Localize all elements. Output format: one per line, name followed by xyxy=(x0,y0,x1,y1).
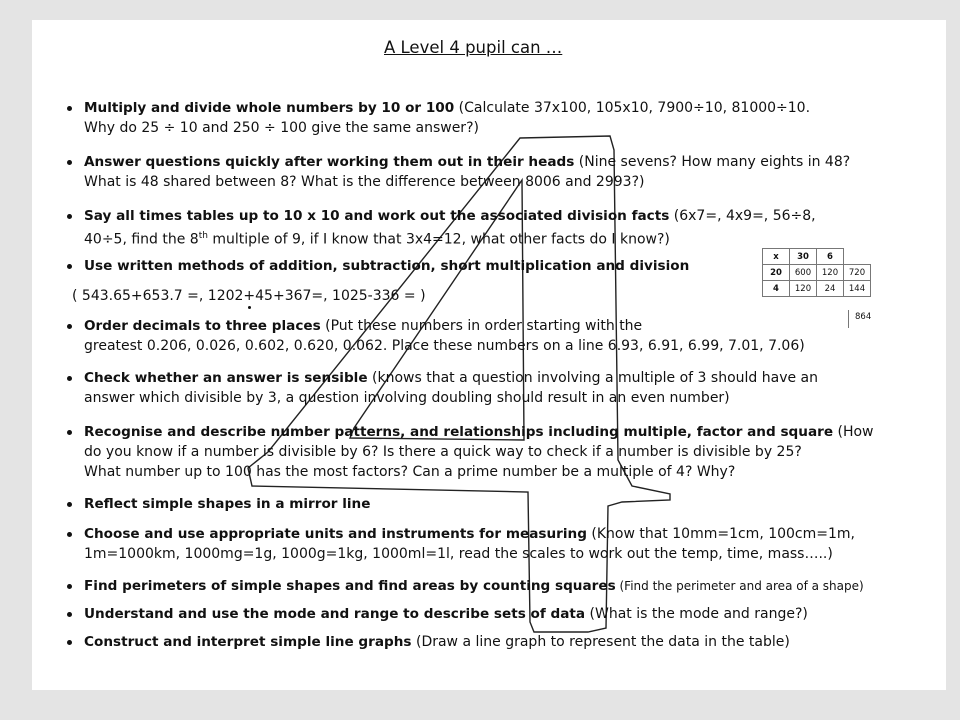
bullet-icon xyxy=(67,376,72,381)
list-item: Use written methods of addition, subtraction, short multiplication and division xyxy=(84,256,689,276)
list-item: Construct and interpret simple line graphs (Draw a line graph to represent the data in the table) xyxy=(84,632,790,652)
grid-cell: 6 xyxy=(817,249,844,265)
bullet-icon xyxy=(67,584,72,589)
list-item: Order decimals to three places (Put these numbers in order starting with the greatest 0.206, 0.026, 0.602, 0.620, 0.062. Place these numbers on a line 6.93, 6.91, 6.99, 7.01, 7.06) xyxy=(84,316,805,356)
list-item: Recognise and describe number patterns, and relationships including multiple, factor and square (How do you know if a number is divisible by 6? Is there a quick way to check if a number is divisible by 25? What number up to 100 has the most factors? Can a prime number be a multiple of 4? Why? xyxy=(84,422,874,482)
grid-cell: 24 xyxy=(817,281,844,297)
grid-cell: 30 xyxy=(790,249,817,265)
bullet-icon xyxy=(67,264,72,269)
list-item: Reflect simple shapes in a mirror line xyxy=(84,494,370,514)
bullet-icon xyxy=(67,106,72,111)
bullet-icon xyxy=(67,612,72,617)
bullet-icon xyxy=(67,502,72,507)
bullet-icon xyxy=(67,214,72,219)
bullet-icon xyxy=(67,160,72,165)
bullet-icon xyxy=(67,532,72,537)
list-item: Find perimeters of simple shapes and find areas by counting squares (Find the perimeter and area of a shape) xyxy=(84,576,864,596)
list-item: Understand and use the mode and range to describe sets of data (What is the mode and range?) xyxy=(84,604,808,624)
list-item: Say all times tables up to 10 x 10 and work out the associated division facts (6x7=, 4x9=, 56÷8, 40÷5, find the 8th multiple of 9, if I know that 3x4=12, what other facts do I know?) xyxy=(84,206,816,250)
bullet-icon xyxy=(67,640,72,645)
grid-cell: 20 xyxy=(763,265,790,281)
grid-total: 864 xyxy=(848,310,874,328)
bullet-icon xyxy=(67,324,72,329)
grid-cell: 600 xyxy=(790,265,817,281)
calculation-examples: ( 543.65+653.7 =, 1202+45+367=, 1025-336 = ) xyxy=(72,288,426,304)
multiplication-grid xyxy=(762,248,871,297)
grid-cell: x xyxy=(763,249,790,265)
grid-cell: 144 xyxy=(844,281,871,297)
list-item: Multiply and divide whole numbers by 10 or 100 (Calculate 37x100, 105x10, 7900÷10, 81000÷10. Why do 25 ÷ 10 and 250 ÷ 100 give the same answer?) xyxy=(84,98,810,138)
list-item: Choose and use appropriate units and instruments for measuring (Know that 10mm=1cm, 100cm=1m, 1m=1000km, 1000mg=1g, 1000g=1kg, 1000ml=1l, read the scales to work out the temp, time, mass…..) xyxy=(84,524,855,564)
list-item: Answer questions quickly after working them out in their heads (Nine sevens? How many eights in 48? What is 48 shared between 8? What is the difference between 8006 and 2993?) xyxy=(84,152,850,192)
grid-cell xyxy=(844,249,871,265)
slide xyxy=(32,20,946,690)
stray-mark xyxy=(248,306,251,309)
grid-cell: 120 xyxy=(817,265,844,281)
grid-cell: 4 xyxy=(763,281,790,297)
list-item: Check whether an answer is sensible (knows that a question involving a multiple of 3 should have an answer which divisible by 3, a question involving doubling should result in an even number) xyxy=(84,368,818,408)
bullet-icon xyxy=(67,430,72,435)
page-title: A Level 4 pupil can … xyxy=(384,38,563,57)
grid-cell: 720 xyxy=(844,265,871,281)
grid-cell: 120 xyxy=(790,281,817,297)
